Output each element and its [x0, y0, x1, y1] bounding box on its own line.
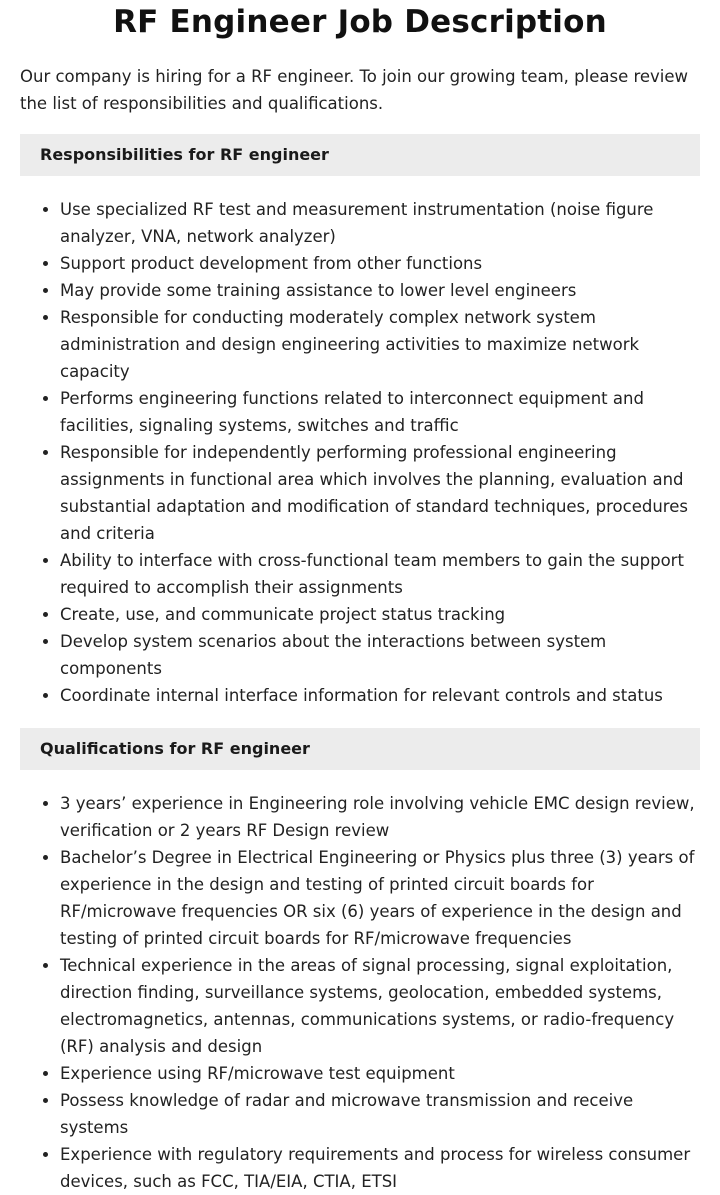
list-item: • Performs engineering functions related to interconnect equipment and facilities, signaling systems, switches and traffic — [60, 385, 700, 439]
list-item: • Experience using RF/microwave test equipment — [60, 1060, 700, 1087]
list-item: • Technical experience in the areas of signal processing, signal exploitation, direction finding, surveillance systems, geolocation, embedded systems, electromagnetics, antennas, communications systems, or radio-frequency (RF) analysis and design — [60, 952, 700, 1060]
list-item: • Bachelor’s Degree in Electrical Engineering or Physics plus three (3) years of experience in the design and testing of printed circuit boards for RF/microwave frequencies OR six (6) years of experience in the design and testing of printed circuit boards for RF/microwave frequencies — [60, 844, 700, 952]
list-item: • Responsible for independently performing professional engineering assignments in functional area which involves the planning, evaluation and substantial adaptation and modification of standard techniques, procedures and criteria — [60, 439, 700, 547]
list-item: • 3 years’ experience in Engineering role involving vehicle EMC design review, verification or 2 years RF Design review — [60, 790, 700, 844]
list-item: • Ability to interface with cross-functional team members to gain the support required to accomplish their assignments — [60, 547, 700, 601]
qualifications-heading: Qualifications for RF engineer — [20, 728, 700, 770]
qualifications-list — [20, 790, 700, 1195]
page-title: RF Engineer Job Description — [113, 4, 607, 40]
list-item: • Develop system scenarios about the interactions between system components — [60, 628, 700, 682]
list-item: • Create, use, and communicate project status tracking — [60, 601, 700, 628]
responsibilities-list — [20, 196, 700, 709]
list-item: • Possess knowledge of radar and microwave transmission and receive systems — [60, 1087, 700, 1141]
list-item: • Experience with regulatory requirements and process for wireless consumer devices, such as FCC, TIA/EIA, CTIA, ETSI — [60, 1141, 700, 1195]
list-item: • Responsible for conducting moderately complex network system administration and design engineering activities to maximize network capacity — [60, 304, 700, 385]
intro-paragraph: Our company is hiring for a RF engineer. To join our growing team, please review the list of responsibilities and qualifications. — [20, 67, 689, 113]
list-item: • Coordinate internal interface information for relevant controls and status — [60, 682, 700, 709]
responsibilities-heading: Responsibilities for RF engineer — [20, 134, 700, 176]
list-item: • May provide some training assistance to lower level engineers — [60, 277, 700, 304]
list-item: • Use specialized RF test and measurement instrumentation (noise figure analyzer, VNA, network analyzer) — [60, 196, 700, 250]
list-item: • Support product development from other functions — [60, 250, 700, 277]
